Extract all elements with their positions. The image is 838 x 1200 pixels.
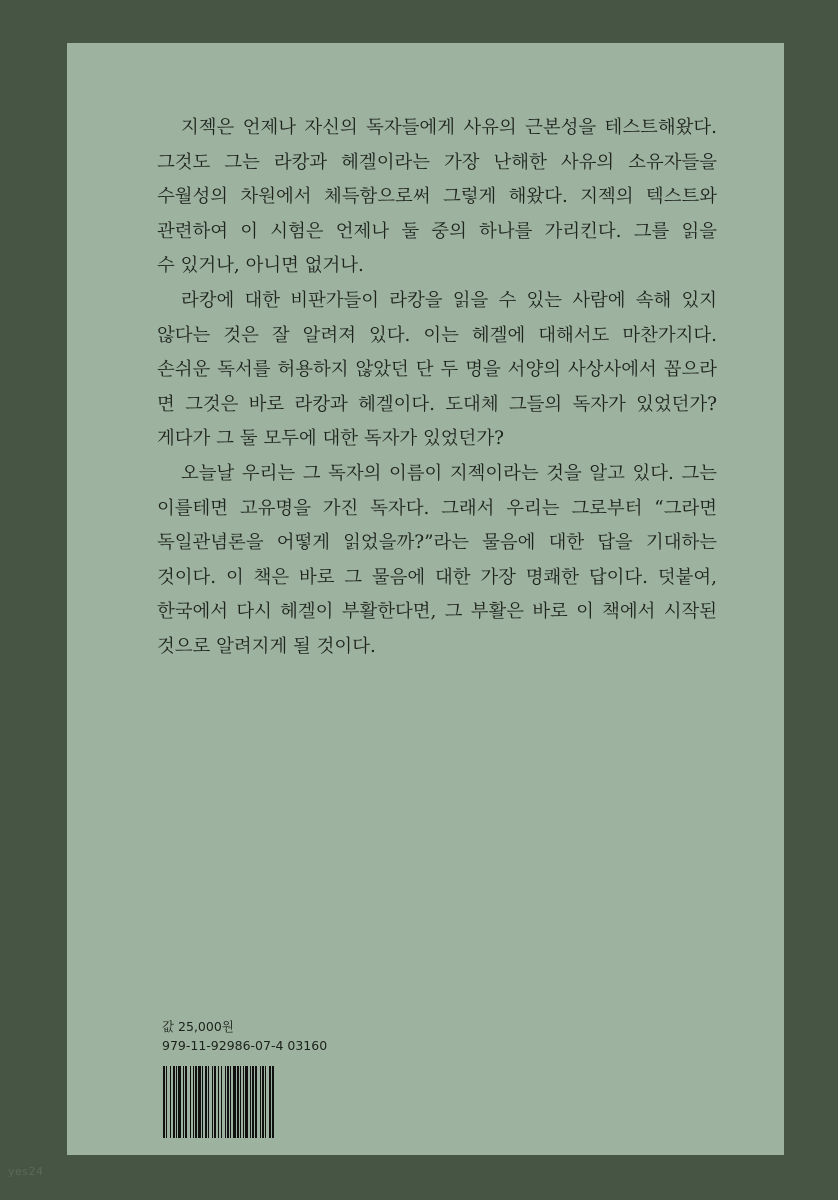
text-line: 라캉에 대한 비판가들이 라캉을 읽을 수 있는 사람에 속해 있지 [181, 289, 717, 311]
text-line: 수 있거나, 아니면 없거나. [157, 255, 364, 277]
barcode-bar [230, 1066, 231, 1138]
barcode-bar [202, 1066, 203, 1138]
barcode-icon [162, 1066, 369, 1138]
barcode-bar [176, 1066, 177, 1138]
text-line: 수월성의 차원에서 체득함으로써 그렇게 해왔다. 지젝의 텍스트와 [157, 186, 717, 208]
barcode-bar [255, 1066, 257, 1138]
barcode-bar [240, 1066, 241, 1138]
barcode-bar [237, 1066, 239, 1138]
barcode-bar [170, 1066, 171, 1138]
barcode-bar [193, 1066, 194, 1138]
barcode-bar [227, 1066, 229, 1138]
barcode-bar [269, 1066, 271, 1138]
barcode-bar [250, 1066, 251, 1138]
barcode-bar [205, 1066, 207, 1138]
barcode-bar [233, 1066, 236, 1138]
watermark: yes24 [8, 1165, 44, 1178]
text-line: 것이다. 이 책은 바로 그 물음에 대한 가장 명쾌한 답이다. 덧붙여, [157, 566, 717, 588]
description-text [157, 111, 717, 665]
paragraph-1 [157, 111, 717, 284]
text-line: 지젝은 언제나 자신의 독자들에게 사유의 근본성을 테스트해왔다. [181, 117, 717, 138]
barcode-bar [225, 1066, 226, 1138]
barcode-bar [185, 1066, 187, 1138]
text-line: 독일관념론을 어떻게 읽었을까?”라는 물음에 대한 답을 기대하는 [157, 532, 717, 554]
barcode-bar [190, 1066, 191, 1138]
paragraph-2 [157, 284, 717, 457]
text-line: 것으로 알려지게 될 것이다. [157, 635, 376, 657]
barcode-bar [265, 1066, 266, 1138]
barcode-bar [163, 1066, 165, 1138]
barcode-bar [183, 1066, 184, 1138]
barcode-bar [243, 1066, 244, 1138]
text-line: 오늘날 우리는 그 독자의 이름이 지젝이라는 것을 알고 있다. 그는 [181, 462, 717, 484]
text-line: 면 그것은 바로 라캉과 헤겔이다. 도대체 그들의 독자가 있었던가? [157, 393, 717, 415]
book-back-cover [67, 43, 784, 1155]
text-line: 않다는 것은 잘 알려져 있다. 이는 헤겔에 대해서도 마찬가지다. [157, 324, 717, 346]
barcode-bar [214, 1066, 216, 1138]
text-line: 관련하여 이 시험은 언제나 둘 중의 하나를 가리킨다. 그를 읽을 [157, 220, 717, 242]
barcode-bar [221, 1066, 222, 1138]
barcode-bar [173, 1066, 175, 1138]
text-line: 게다가 그 둘 모두에 대한 독자가 있었던가? [157, 428, 504, 450]
text-line: 한국에서 다시 헤겔이 부활한다면, 그 부활은 바로 이 책에서 시작된 [157, 601, 717, 623]
barcode-bar [212, 1066, 213, 1138]
text-line: 그것도 그는 라캉과 헤겔이라는 가장 난해한 사유의 소유자들을 [157, 151, 717, 173]
text-line: 이를테면 고유명을 가진 독자다. 그래서 우리는 그로부터 “그라면 [157, 497, 717, 519]
price-isbn-block [162, 1017, 327, 1055]
barcode-bar [178, 1066, 181, 1138]
barcode-bar [218, 1066, 219, 1138]
text-line: 손쉬운 독서를 허용하지 않았던 단 두 명을 서양의 사상사에서 꼽으라 [157, 359, 717, 381]
barcode-bar [166, 1066, 167, 1138]
barcode-bar [208, 1066, 209, 1138]
barcode-bar [245, 1066, 248, 1138]
barcode-bar [262, 1066, 264, 1138]
barcode-bar [272, 1066, 274, 1138]
barcode-bar [195, 1066, 197, 1138]
barcode-bar [252, 1066, 254, 1138]
isbn-number: 979-11-92986-07-4 03160 [162, 1038, 328, 1053]
barcode-bar [260, 1066, 261, 1138]
paragraph-3 [157, 457, 717, 665]
barcode-bar [198, 1066, 201, 1138]
price-label: 값 25,000원 [162, 1019, 234, 1034]
